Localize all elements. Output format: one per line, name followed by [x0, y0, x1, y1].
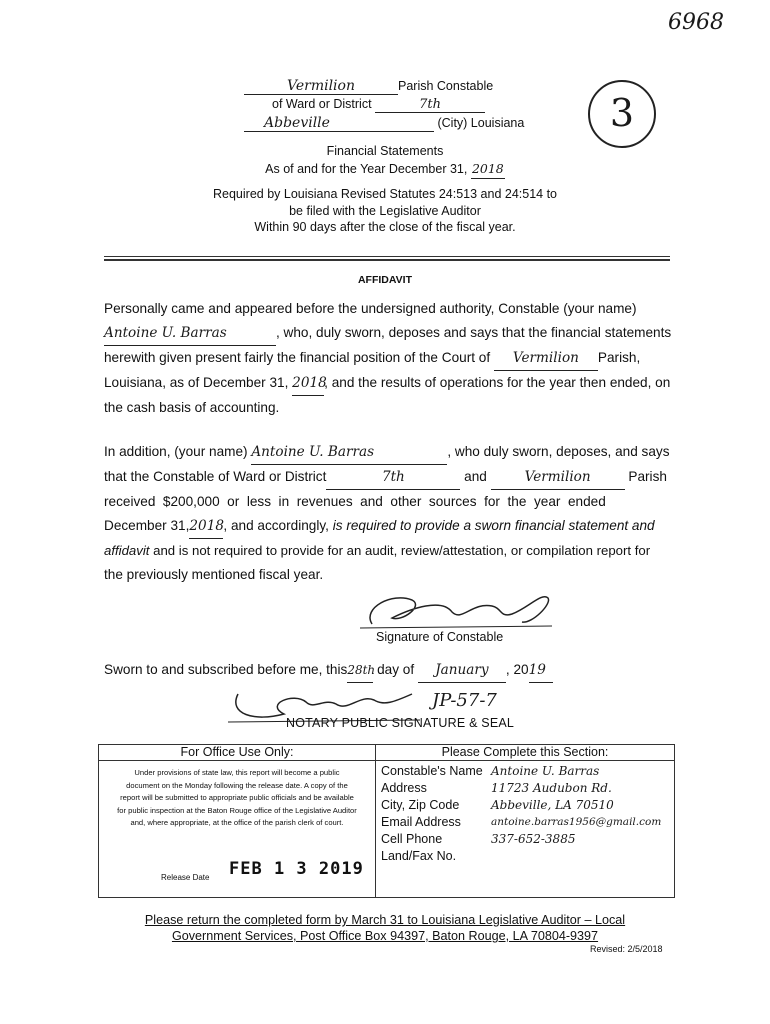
p1-line3 [104, 346, 670, 371]
office-notice-line: for public inspection at the Baton Rouge office of the Legislative Auditor [117, 805, 357, 815]
value-city-zip: Abbeville, LA 70510 [491, 798, 614, 812]
p2-line5-text: and is not required to provide for an audit, review/attestation, or compilation report for [153, 543, 651, 558]
p2-line1 [104, 440, 670, 465]
circled-number [588, 80, 656, 148]
divider-bottom [104, 259, 670, 261]
p2-line2 [104, 465, 670, 490]
p2-name: Antoine U. Barras [251, 440, 447, 465]
page-number-handwritten: 6968 [668, 10, 724, 35]
sworn-line [104, 658, 553, 683]
divider-top [104, 256, 670, 257]
header-ward-line [272, 97, 512, 113]
p2-parish: Vermilion [491, 465, 625, 490]
label-city-zip: City, Zip Code [381, 798, 460, 812]
p1-line4 [104, 371, 670, 396]
p2-line6: the previously mentioned fiscal year. [104, 567, 324, 582]
parish-label: Parish Constable [398, 79, 494, 93]
circled-number-text: 3 [609, 91, 635, 135]
p1-parish-label: Parish, [597, 350, 641, 365]
footer-instructions [0, 912, 770, 944]
p2-line5 [104, 539, 670, 563]
city-value: Abbeville [244, 115, 434, 132]
header-city-line [244, 115, 544, 132]
p2-line3: received $200,000 or less in revenues and other sources for the year ended [104, 494, 606, 509]
release-date-label: Release Date [161, 873, 210, 882]
p2-italic-affidavit: affidavit [104, 543, 150, 558]
value-cell-phone: 337-652-3885 [491, 832, 576, 846]
p2-line2-text: that the Constable of Ward or District [104, 469, 327, 484]
label-address: Address [381, 781, 427, 795]
label-email: Email Address [381, 815, 461, 829]
title-block [0, 142, 770, 179]
title-line2 [0, 160, 770, 179]
p1-line4-text: Louisiana, as of December 31, [104, 375, 289, 390]
table-divider [375, 745, 376, 897]
p1-line2-text: , who, duly sworn, deposes and says that the financial statements [276, 325, 672, 340]
p2-line4-text: December 31, [104, 518, 190, 533]
sworn-month: January [418, 658, 506, 683]
title-line1: Financial Statements [326, 144, 444, 158]
p1-line1: Personally came and appeared before the undersigned authority, Constable (your name) [104, 301, 637, 316]
p2-italic-requirement: is required to provide a sworn financial statement and [332, 518, 655, 533]
title-year: 2018 [471, 160, 505, 179]
requirement-line3: Within 90 days after the close of the fiscal year. [254, 220, 516, 234]
affidavit-heading: AFFIDAVIT [357, 274, 413, 286]
table-header-rule [99, 760, 674, 761]
p2-and: and [464, 469, 487, 484]
p2-year: 2018 [189, 514, 223, 539]
office-notice-line: Under provisions of state law, this report will become a public [134, 768, 340, 777]
notary-label: NOTARY PUBLIC SIGNATURE & SEAL [286, 716, 515, 730]
p1-line2 [104, 321, 670, 346]
requirement-line1: Required by Louisiana Revised Statutes 24:513 and 24:514 to [213, 187, 557, 201]
complete-values [491, 763, 661, 848]
office-complete-table [98, 744, 675, 898]
p1-parish: Vermilion [494, 346, 598, 371]
complete-labels [381, 763, 483, 865]
affidavit-paragraph-1 [104, 297, 670, 420]
p2-line4-rest: , and accordingly, [223, 518, 329, 533]
p2-line1-text: In addition, (your name) [104, 444, 248, 459]
label-constable-name: Constable's Name [381, 764, 483, 778]
ward-label: of Ward or District [272, 97, 372, 111]
sworn-dayof: day of [377, 662, 415, 677]
office-heading: For Office Use Only: [180, 745, 294, 759]
city-label: (City) Louisiana [437, 116, 525, 130]
title-line2-text: As of and for the Year December 31, [265, 162, 468, 176]
value-email: antoine.barras1956@gmail.com [491, 816, 662, 828]
notary-id: JP-57-7 [432, 690, 497, 711]
label-land-fax: Land/Fax No. [381, 849, 457, 863]
footer-line2: Government Services, Post Office Box 94397, Baton Rouge, LA 70804-9397 [171, 929, 599, 943]
footer-line1: Please return the completed form by March 31 to Louisiana Legislative Auditor – Local [144, 913, 626, 927]
office-notice-line: document on the Monday following the release date. A copy of the [126, 780, 348, 790]
requirement-line2: be filed with the Legislative Auditor [289, 203, 481, 218]
p2-ward: 7th [326, 465, 460, 490]
header-parish-line [244, 78, 544, 95]
constable-signature [352, 588, 562, 634]
revised-date: Revised: 2/5/2018 [590, 944, 663, 954]
office-notice-line: and, where appropriate, at the office of the parish clerk of court. [130, 818, 344, 828]
p1-line5: the cash basis of accounting. [104, 400, 280, 415]
label-cell-phone: Cell Phone [381, 832, 443, 846]
parish-value: Vermilion [244, 78, 398, 95]
sworn-text: Sworn to and subscribed before me, this [104, 662, 348, 677]
signature-label: Signature of Constable [376, 630, 504, 644]
office-notice [103, 767, 371, 830]
release-date-stamp: FEB 1 3 2019 [229, 859, 364, 879]
p1-name: Antoine U. Barras [104, 321, 276, 346]
sworn-day: 28th [347, 658, 373, 683]
sworn-year-prefix: , 20 [505, 662, 529, 677]
ward-value: 7th [375, 97, 485, 113]
value-address: 11723 Audubon Rd. [491, 781, 612, 795]
affidavit-paragraph-2 [104, 440, 670, 587]
sworn-year: 19 [529, 658, 553, 683]
p2-line1-rest: , who duly sworn, deposes, and says [447, 444, 670, 459]
p2-parish-label: Parish [628, 469, 667, 484]
p1-line3-text: herewith given present fairly the financial position of the Court of [104, 350, 491, 365]
p1-year: 2018 [292, 371, 324, 396]
complete-heading: Please Complete this Section: [441, 745, 609, 759]
requirement-block [0, 186, 770, 236]
p1-line4-rest: , and the results of operations for the year then ended, on [324, 375, 671, 390]
p2-line4 [104, 514, 670, 539]
value-constable-name: Antoine U. Barras [491, 764, 600, 778]
office-notice-line: report will be submitted to appropriate public officials and be available [120, 793, 354, 803]
